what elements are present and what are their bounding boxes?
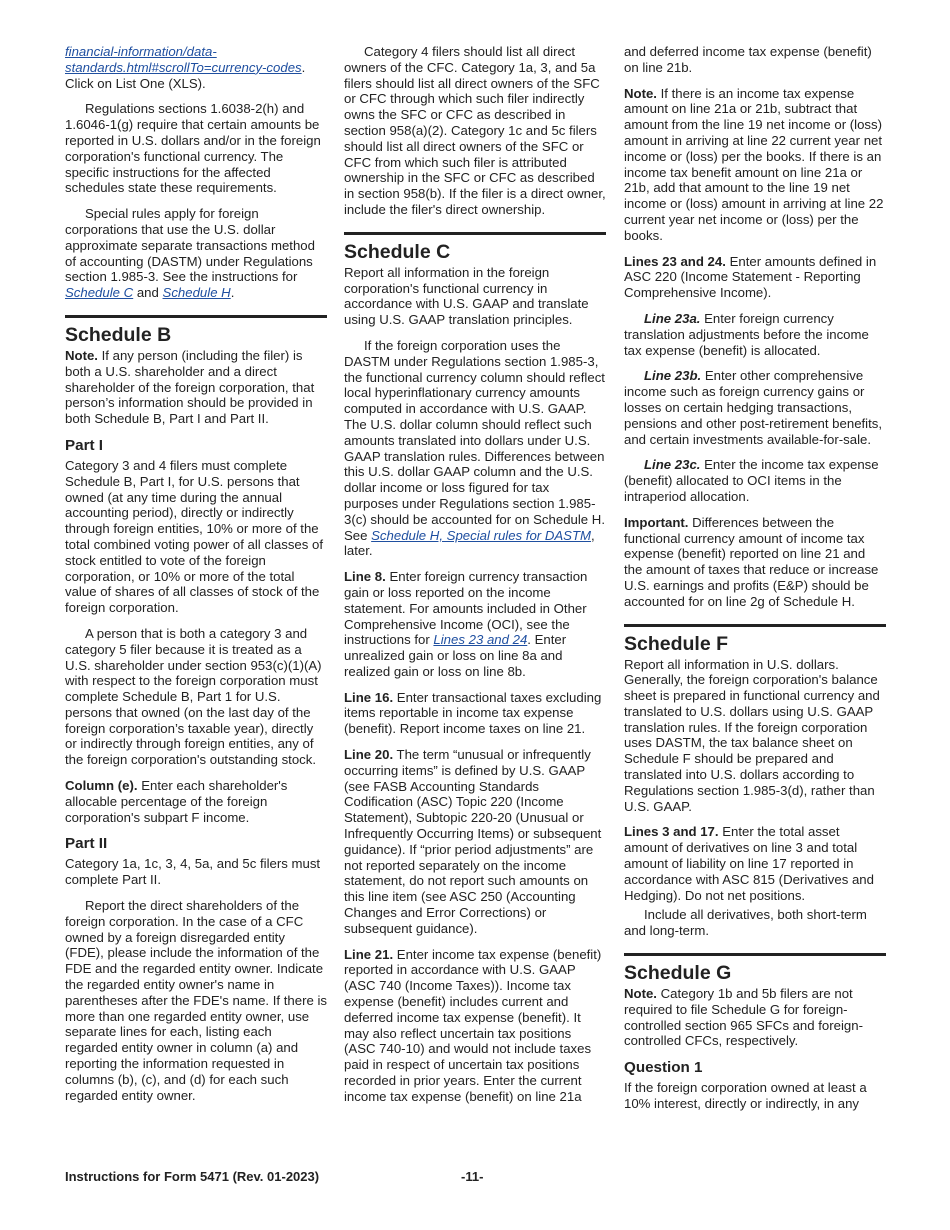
section-divider <box>624 624 886 627</box>
schedule-c-link[interactable]: Schedule C <box>65 285 134 301</box>
line-20-paragraph: Line 20. The term “unusual or infrequently occurring items” is defined by U.S. GAAP (see FASB Accounting Standards Codification (ASC) Topic 220 (Income Statement), Subtopic 220-20 (Unusual or Infrequently Occurring Items) or subsequent guidance). If “prior period adjustments” are not reported separately on the income statement, do not report such amounts on this line item (see ASC 250 (Accounting Changes and Error Corrections) or subsequent guidance). <box>344 747 602 936</box>
schedule-f-paragraph: Report all information in U.S. dollars. Generally, the foreign corporation's balance sheet is prepared in functional currency and translated to U.S. dollars using U.S. GAAP translation rules. If the foreign corporation uses DASTM, the tax balance sheet on Schedule F should be prepared and translated into U.S. dollars according to Regulations section 1.985-3(d), rather than U.S. GAAP. <box>624 656 880 814</box>
direct-shareholders-paragraph: Report the direct shareholders of the foreign corporation. In the case of a CFC owned by a foreign disregarded entity (FDE), please include the information of the FDE and the regarded entity owner. Indicate the regarded entity owner's name in parentheses after the FDE's name. If there is more than one regarded entity owner, use separate lines for each, listing each regarded entity owner in column (a) and reporting the information requested in columns (b), (c), and (d) for each such regarded entity owner. <box>65 898 327 1103</box>
section-divider <box>344 232 606 235</box>
deferred-tax-paragraph: and deferred income tax expense (benefit) on line 21b. <box>624 44 872 75</box>
derivatives-paragraph: Include all derivatives, both short-term and long-term. <box>624 907 867 939</box>
important-paragraph: Important. Differences between the functional currency amount of income tax expense (benefit) reported on line 21 and the amount of taxes that reduce or increase U.S. earnings and profits (E&P) should be accounted for on line 2g of Schedule H. <box>624 514 879 609</box>
category-4-paragraph: Category 4 filers should list all direct owners of the CFC. Category 1a, 3, and 5a filers should list all direct owners of the SFC or CFC through which such filer indirectly owns the SFC or CFC as described in section 958(a)(2). Category 1c and 5c filers should list all direct owners of the SFC or CFC from which such filer is attributed ownership in the SFC or CFC as described in section 958(b). If the filer is a direct owner, include the filer's direct ownership. <box>344 44 606 217</box>
column-e-paragraph: Column (e). Enter each shareholder's allocable percentage of the foreign corporation's subpart F income. <box>65 778 288 825</box>
schedule-h-link[interactable]: Schedule H <box>162 285 231 301</box>
line-23b-paragraph: Line 23b. Enter other comprehensive income such as foreign currency gains or losses on certain hedging transactions, pensions and other post-retirement benefits, and certain investments available-for-sale. <box>624 368 883 447</box>
schedule-g-note: Note. Category 1b and 5b filers are not required to file Schedule G for foreign-controlled section 965 SFCs and foreign-controlled CFCs, respectively. <box>624 986 863 1049</box>
column-2 <box>344 44 606 1115</box>
schedule-g-heading: Schedule G <box>624 962 732 985</box>
dastm-column-paragraph: If the foreign corporation uses the DASTM under Regulations section 1.985-3, the functional currency column should reflect local hyperinflationary currency amounts computed in accordance with U.S. GAAP. The U.S. dollar column should reflect such amounts translated into dollars under U.S. GAAP translation rules. Differences between this U.S. dollar GAAP column and the U.S. dollar income or loss figured for tax purposes under Regulations section 1.985-3(c) should be accounted for on Schedule H. See Schedule H, Special rules for DASTM, later. <box>344 337 605 559</box>
income-tax-note: Note. If there is an income tax expense amount on line 21a or 21b, subtract that amount from the line 19 net income or (loss) amount in arriving at line 22 current year net income or (loss) per the books. If there is an income tax benefit amount on line 21a or 21b, add that amount to the line 19 net income or (loss) amount in arriving at line 22 current year net income or (loss) per the books. <box>624 85 884 243</box>
part-i-paragraph: Category 3 and 4 filers must complete Schedule B, Part I, for U.S. persons that owned (at any time during the annual accounting period), directly or indirectly through foreign entities, 10% or more of the total combined voting power of all classes of stock entitled to vote of the foreign corporation, or 10% or more of the total value of shares of all classes of stock of the foreign corporation. <box>65 457 324 616</box>
lines-23-24-paragraph: Lines 23 and 24. Enter amounts defined in ASC 220 (Income Statement - Reporting Comprehensive Income). <box>624 253 877 301</box>
schedule-b-heading: Schedule B <box>65 323 172 346</box>
schedule-b-note: Note. If any person (including the filer) is both a U.S. shareholder and a direct shareholder of the foreign corporation, that person’s information should be provided in both Schedule B, Part I and Part II. <box>65 347 315 427</box>
schedule-c-heading: Schedule C <box>344 240 451 263</box>
section-divider <box>624 953 886 956</box>
footer-page-number: -11- <box>461 1169 484 1184</box>
line-21-paragraph: Line 21. Enter income tax expense (benefit) reported in accordance with U.S. GAAP (ASC 740 (Income Taxes)). Income tax expense (benefit) includes current and deferred income tax expense (benefit). It may also reflect uncertain tax positions (ASC 740-10) and would not include taxes paid in respect of uncertain tax positions recorded in prior years. Enter the current income tax expense (benefit) on line 21a <box>344 946 602 1104</box>
column-3 <box>624 44 886 1122</box>
line-8-paragraph: Line 8. Enter foreign currency transaction gain or loss reported on the income statement. For amounts included in Other Comprehensive Income (OCI), see the instructions for Lines 23 and 24. Enter unrealized gain or loss on line 8a and realized gain or loss on line 8b. <box>344 569 588 679</box>
currency-codes-link[interactable]: financial-information/data-standards.html#scrollTo=currency-codes <box>65 44 302 75</box>
line-23a-paragraph: Line 23a. Enter foreign currency translation adjustments before the income tax expense (benefit) is allocated. <box>624 310 869 358</box>
question-1-heading: Question 1 <box>624 1059 703 1077</box>
line-16-paragraph: Line 16. Enter transactional taxes excluding items reportable in income tax expense (benefit). Report income taxes on line 21. <box>344 689 602 737</box>
schedule-c-paragraph: Report all information in the foreign corporation's functional currency in accordance with U.S. GAAP and translate using U.S. GAAP translation principles. <box>344 264 589 328</box>
dastm-paragraph: Special rules apply for foreign corporations that use the U.S. dollar approximate separate transactions method of accounting (DASTM) under Regulations section 1.985-3. See the instructions for Schedule C and Schedule H. <box>65 206 315 301</box>
footer-form-title: Instructions for Form 5471 (Rev. 01-2023) <box>65 1169 320 1184</box>
schedule-f-heading: Schedule F <box>624 632 729 655</box>
part-ii-paragraph: Category 1a, 1c, 3, 4, 5a, and 5c filers must complete Part II. <box>65 856 321 888</box>
currency-codes-paragraph: financial-information/data-standards.html#scrollTo=currency-codes. Click on List One (XLS). <box>65 44 306 91</box>
lines-3-17-paragraph: Lines 3 and 17. Enter the total asset amount of derivatives on line 3 and total amount of liability on line 17 reported in accordance with ASC 815 (Derivatives and Hedging). Do not net positions. <box>624 824 874 903</box>
category-3-5-paragraph: A person that is both a category 3 and category 5 filer because it is treated as a U.S. shareholder under section 953(c)(1)(A) with respect to the foreign corporation must complete Schedule B, Part 1 for U.S. persons that owned (on the last day of the foreign corporation’s taxable year), directly or indirectly through foreign entities, any of the foreign corporation's outstanding stock. <box>65 625 322 768</box>
line-23c-paragraph: Line 23c. Enter the income tax expense (benefit) allocated to OCI items in the intraperiod allocation. <box>624 457 879 504</box>
lines-23-24-link[interactable]: Lines 23 and 24 <box>433 632 528 648</box>
schedule-h-dastm-link[interactable]: Schedule H, Special rules for DASTM <box>371 527 592 543</box>
section-divider <box>65 315 327 318</box>
regulations-paragraph: Regulations sections 1.6038-2(h) and 1.6046-1(g) require that certain amounts be reported in U.S. dollars and/or in the foreign corporation's functional currency. The specific instructions for the affected schedules state these requirements. <box>65 101 321 196</box>
column-1 <box>65 44 327 1113</box>
question-1-paragraph: If the foreign corporation owned at least a 10% interest, directly or indirectly, in any <box>624 1080 867 1112</box>
part-ii-heading: Part II <box>65 835 108 853</box>
part-i-heading: Part I <box>65 436 103 454</box>
